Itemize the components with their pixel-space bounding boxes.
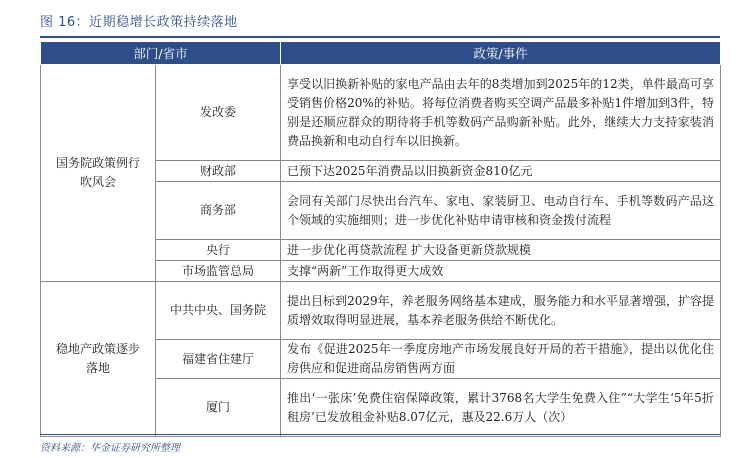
title-divider [40, 36, 720, 38]
policy-table [40, 41, 721, 437]
table-header-row [41, 42, 721, 65]
header-department: 部门/省市 [41, 42, 281, 65]
table-row [41, 282, 721, 340]
department-cell: 财政部 [156, 161, 281, 182]
policy-cell: 进一步优化再贷款流程 扩大设备更新贷款规模 [281, 240, 721, 261]
source-note: 资料来源：华金证券研究所整理 [40, 443, 180, 454]
header-policy: 政策/事件 [281, 42, 721, 65]
figure-title: 图 16：近期稳增长政策持续落地 [40, 15, 238, 30]
category-cell: 稳地产政策逐步落地 [41, 282, 156, 437]
department-cell: 福建省住建厅 [156, 340, 281, 379]
policy-cell: 支撑“两新”工作取得更大成效 [281, 261, 721, 282]
department-cell: 发改委 [156, 65, 281, 161]
policy-cell: 发布《促进2025年一季度房地产市场发展良好开局的若干措施》，提出以优化住房供应和促进商品房销售两方面 [281, 340, 721, 379]
table-row [41, 65, 721, 161]
department-cell: 央行 [156, 240, 281, 261]
policy-cell: 推出‘一张床’免费住宿保障政策，累计3768名大学生免费入住”“大学生‘5年5折租房’已发放租金补贴8.07亿元，惠及22.6万人（次） [281, 379, 721, 437]
policy-cell: 享受以旧换新补贴的家电产品由去年的8类增加到2025年的12类，单件最高可享受销售价格20%的补贴。将每位消费者购买空调产品最多补贴1件增加到3件，特别是还顺应群众的期待将手机等数码产品购新补贴。此外，继续大力支持家装消费品换新和电动自行车以旧换新。 [281, 65, 721, 161]
category-cell: 国务院政策例行吹风会 [41, 65, 156, 282]
department-cell: 厦门 [156, 379, 281, 437]
policy-cell: 已预下达2025年消费品以旧换新资金810亿元 [281, 161, 721, 182]
department-cell: 市场监管总局 [156, 261, 281, 282]
footer-divider [40, 434, 720, 435]
department-cell: 商务部 [156, 182, 281, 240]
policy-cell: 提出目标到2029年，养老服务网络基本建成，服务能力和水平显著增强，扩容提质增效取得明显进展，基本养老服务供给不断优化。 [281, 282, 721, 340]
policy-cell: 会同有关部门尽快出台汽车、家电、家装厨卫、电动自行车、手机等数码产品这个领域的实施细则；进一步优化补贴申请审核和资金拨付流程 [281, 182, 721, 240]
department-cell: 中共中央、国务院 [156, 282, 281, 340]
